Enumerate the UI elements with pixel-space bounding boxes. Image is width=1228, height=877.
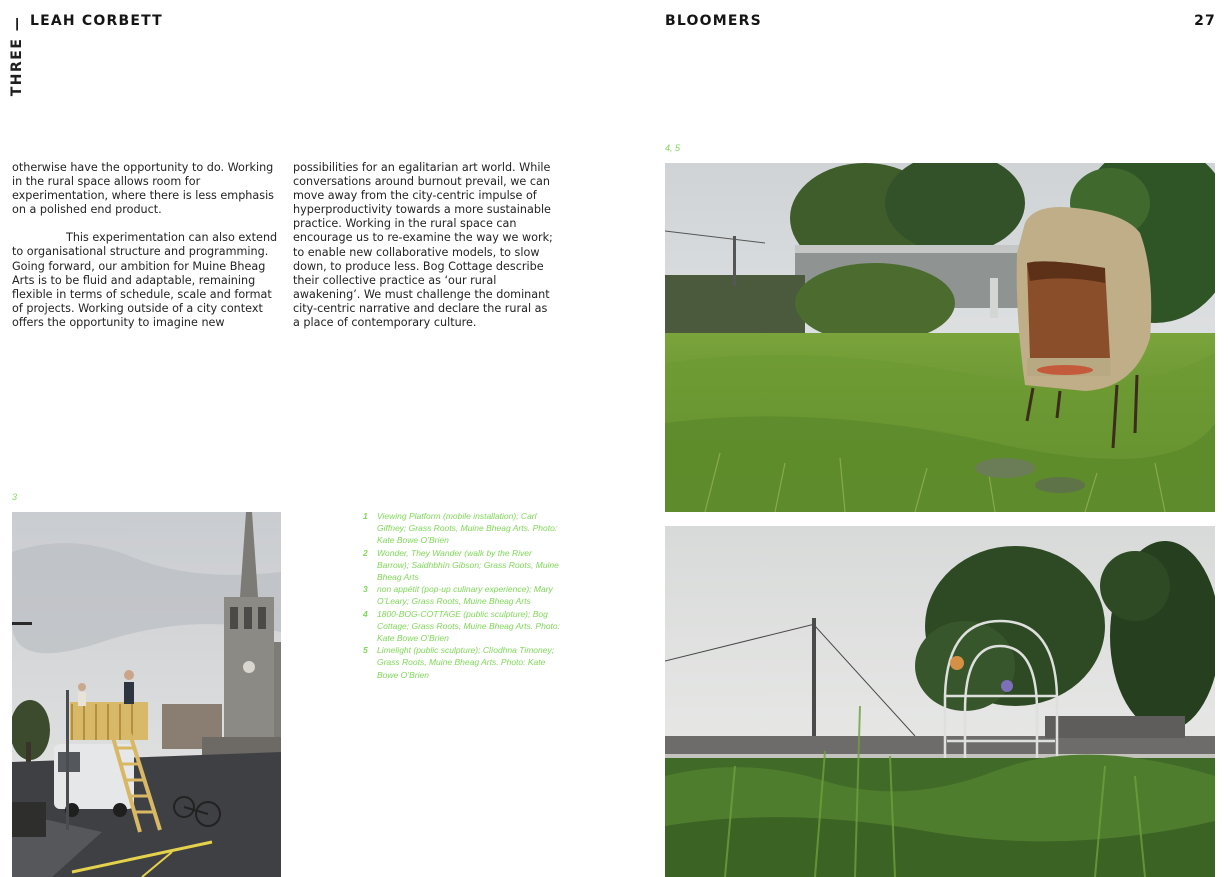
caption-item: 4 1800-BOG-COTTAGE (public sculpture); Bog Cottage; Grass Roots, Muine Bheag Arts. Photo: Kate Bowe O’Brien [363, 608, 560, 644]
section-marker [8, 14, 26, 98]
text-column-1 [12, 161, 284, 330]
photo-limelight-image [665, 526, 1215, 877]
caption-item: 1 Viewing Platform (mobile installation); Carl Giffney; Grass Roots, Muine Bheag Arts. Photo: Kate Bowe O’Brien [363, 511, 558, 546]
caption-item: 2 Wonder, They Wander (walk by the River Barrow); Saidhbhín Gibson; Grass Roots, Muine Bheag Arts [363, 547, 559, 583]
caption-list [363, 510, 565, 681]
photo-bog-cottage [665, 163, 1215, 512]
caption-item: 3 non appétit (pop-up culinary experience); Mary O’Leary; Grass Roots, Muine Bheag Arts [363, 584, 553, 607]
caption-item: 5 Limelight (public sculpture); Clíodhna Timoney; Grass Roots, Muine Bheag Arts. Photo: Kate Bowe O’Brien [363, 645, 555, 680]
photo-viewing-platform-image [12, 512, 281, 877]
paragraph: This experimentation can also extend to organisational structure and programming. Going forward, our ambition for Muine Bheag Arts is to be fluid and adaptable, remaining flexible in terms of schedule, scale and format of projects. Working outside of a city context offers the opportunity to imagine new [12, 231, 278, 329]
section-label: THREE — [9, 15, 25, 97]
paragraph: otherwise have the opportunity to do. Working in the rural space allows room for experimentation, where there is less emphasis on a polished end product. [12, 161, 275, 217]
photo-limelight [665, 526, 1215, 877]
paragraph: possibilities for an egalitarian art world. While conversations around burnout prevail, we can move away from the city-centric impulse of hyperproductivity towards a more sustainable practice. Working in the rural space can encourage us to re-examine the way we work; to enable new collaborative models, to slow down, to produce less. Bog Cottage describe their collective practice as ‘our rural awakening’. We must challenge the dominant city-centric narrative and declare the rural as a place of contemporary culture. [293, 161, 553, 330]
photo-bog-cottage-image [665, 163, 1215, 512]
figure-label: 3 [12, 492, 18, 502]
photo-viewing-platform [12, 512, 281, 877]
page-title: BLOOMERS [665, 13, 762, 29]
paragraph-spacer [12, 217, 284, 231]
text-column-2 [293, 161, 555, 330]
figure-label: 4, 5 [665, 143, 681, 153]
author-name: LEAH CORBETT [30, 13, 163, 29]
page-number: 27 [1194, 13, 1216, 29]
